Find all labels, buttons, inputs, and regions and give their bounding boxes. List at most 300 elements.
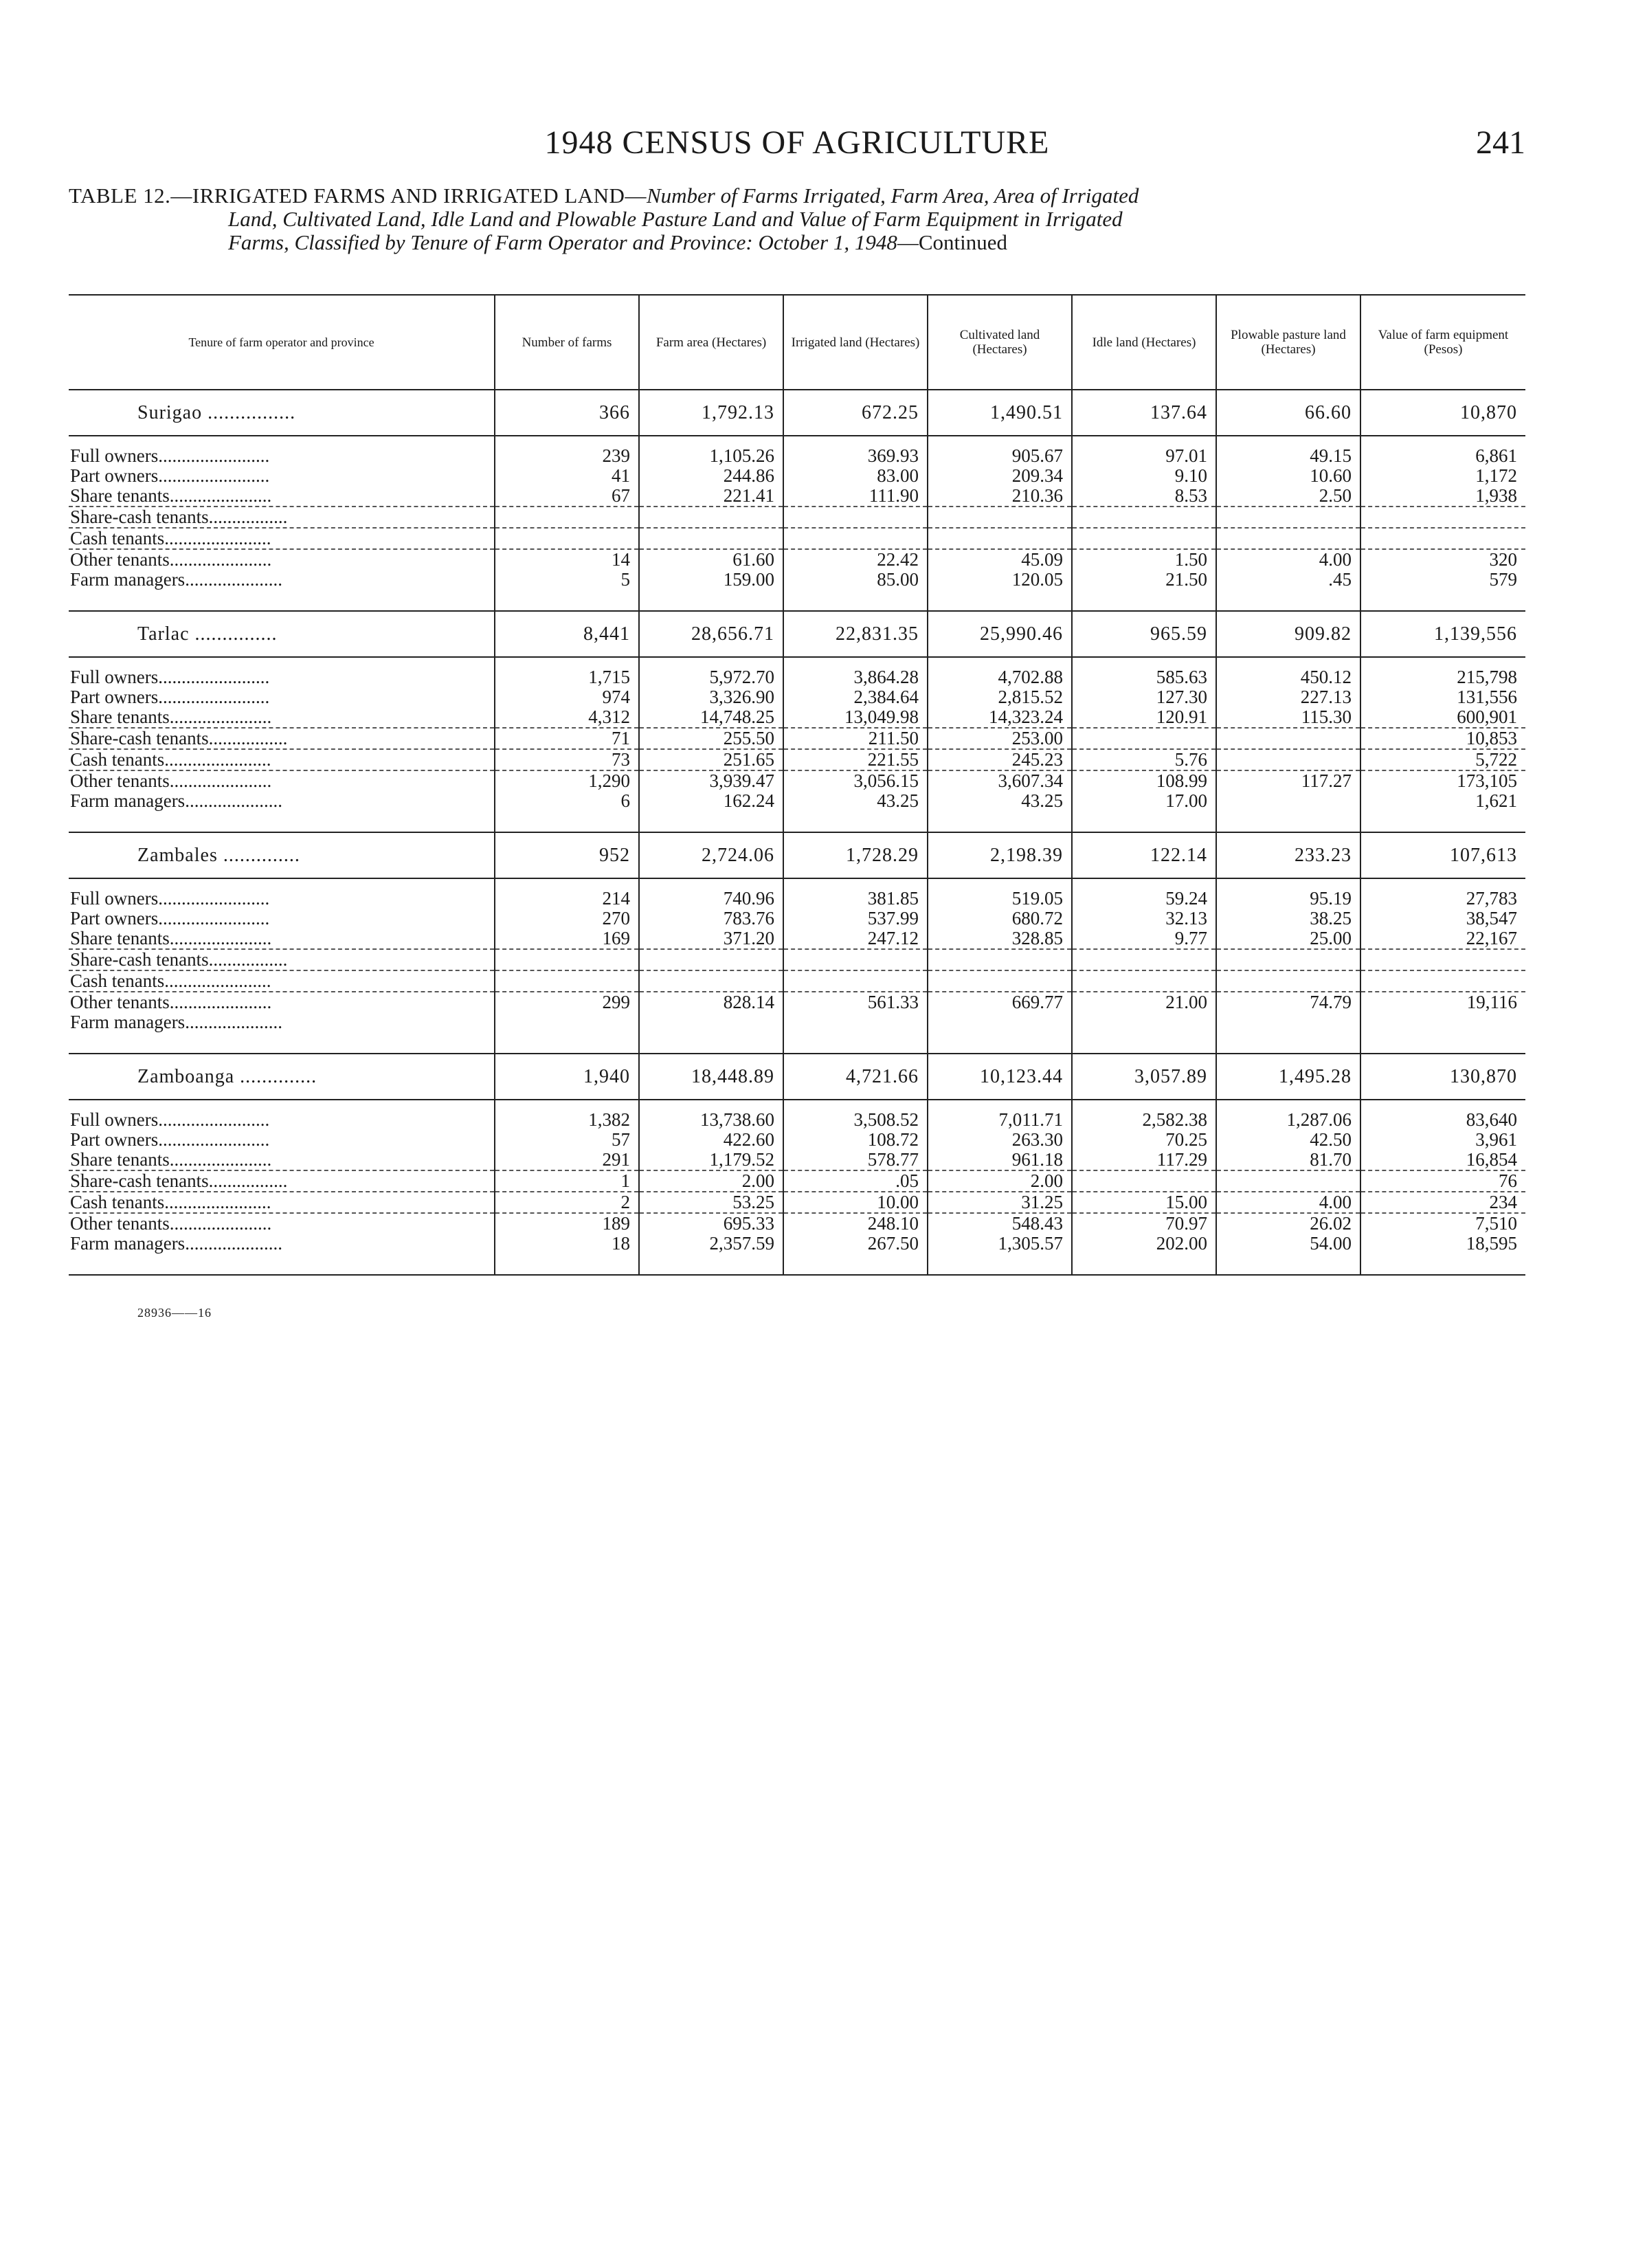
province-total-cell: 28,656.71 (639, 611, 783, 657)
tenure-label-cell (69, 1150, 495, 1170)
leader-dots: ...................... (169, 770, 272, 791)
value-cell (1072, 528, 1216, 549)
spacer-cell (783, 878, 928, 889)
spacer-cell (1072, 657, 1216, 667)
value-cell: 41 (495, 466, 639, 486)
leader-dots: ...................... (169, 707, 272, 727)
value-cell (495, 1012, 639, 1054)
value-cell: 162.24 (639, 791, 783, 832)
value-cell: 59.24 (1072, 889, 1216, 909)
value-cell: 537.99 (783, 909, 928, 929)
value-cell: 450.12 (1216, 667, 1360, 687)
value-cell: 38,547 (1360, 909, 1525, 929)
leader-dots: ...................... (169, 928, 272, 948)
value-cell: 695.33 (639, 1213, 783, 1234)
spacer-cell (495, 436, 639, 446)
value-cell: 43.25 (928, 791, 1072, 832)
value-cell (1360, 528, 1525, 549)
table-row (69, 770, 1525, 791)
leader-dots: ........................ (158, 445, 270, 466)
table-row (69, 687, 1525, 707)
value-cell (495, 949, 639, 970)
value-cell: 14,323.24 (928, 707, 1072, 728)
leader-dots: ....................... (164, 749, 271, 770)
value-cell (1072, 949, 1216, 970)
column-header-farm-area: Farm area (Hectares) (639, 295, 783, 390)
value-cell (928, 970, 1072, 992)
table-row (69, 791, 1525, 832)
value-cell: 3,508.52 (783, 1110, 928, 1130)
column-header-equipment-value: Value of farm equipment (Pesos) (1360, 295, 1525, 390)
spacer-cell (783, 1100, 928, 1110)
value-cell: 81.70 (1216, 1150, 1360, 1170)
province-total-cell: 233.23 (1216, 832, 1360, 878)
leader-dots: ....................... (164, 1192, 271, 1212)
tenure-label-cell (69, 570, 495, 611)
province-total-row (69, 390, 1525, 436)
value-cell: 74.79 (1216, 992, 1360, 1012)
province-total-cell: 3,057.89 (1072, 1054, 1216, 1100)
leader-dots: ................. (208, 507, 288, 527)
value-cell: 740.96 (639, 889, 783, 909)
value-cell: 4.00 (1216, 549, 1360, 570)
tenure-label: Share-cash tenants (70, 728, 209, 748)
table-row (69, 667, 1525, 687)
value-cell: 32.13 (1072, 909, 1216, 929)
value-cell: 10.00 (783, 1192, 928, 1213)
table-row (69, 1192, 1525, 1213)
tenure-label: Part owners (70, 908, 159, 929)
tenure-label-cell (69, 667, 495, 687)
value-cell: 2,815.52 (928, 687, 1072, 707)
value-cell: 974 (495, 687, 639, 707)
province-total-cell: 1,728.29 (783, 832, 928, 878)
value-cell: 3,939.47 (639, 770, 783, 791)
leader-dots: ..................... (185, 1012, 282, 1032)
province-total-cell: 10,870 (1360, 390, 1525, 436)
tenure-label-cell (69, 728, 495, 749)
value-cell: 15.00 (1072, 1192, 1216, 1213)
spacer-cell (783, 436, 928, 446)
table-row (69, 970, 1525, 992)
value-cell: 22.42 (783, 549, 928, 570)
table-row (69, 570, 1525, 611)
value-cell: 2.50 (1216, 486, 1360, 507)
province-total-cell: 909.82 (1216, 611, 1360, 657)
leader-dots: ........................ (158, 908, 270, 929)
tenure-label: Share tenants (70, 928, 170, 948)
value-cell: 961.18 (928, 1150, 1072, 1170)
value-cell: 120.91 (1072, 707, 1216, 728)
value-cell: 600,901 (1360, 707, 1525, 728)
leader-dots: ........................ (158, 1129, 270, 1150)
tenure-label: Other tenants (70, 992, 170, 1012)
province-total-cell: 1,792.13 (639, 390, 783, 436)
value-cell: 43.25 (783, 791, 928, 832)
value-cell (1216, 728, 1360, 749)
table-row (69, 1012, 1525, 1054)
value-cell: 31.25 (928, 1192, 1072, 1213)
spacer-cell (928, 878, 1072, 889)
value-cell: 828.14 (639, 992, 783, 1012)
value-cell: 1.50 (1072, 549, 1216, 570)
spacer-cell (1216, 1100, 1360, 1110)
value-cell: 53.25 (639, 1192, 783, 1213)
province-total-cell: 137.64 (1072, 390, 1216, 436)
value-cell: 14,748.25 (639, 707, 783, 728)
spacer-row (69, 878, 1525, 889)
leader-dots: ................. (208, 949, 288, 970)
value-cell: 131,556 (1360, 687, 1525, 707)
value-cell: 1,938 (1360, 486, 1525, 507)
table-row (69, 549, 1525, 570)
leader-dots: ...................... (169, 485, 272, 506)
table-row (69, 507, 1525, 528)
value-cell: 561.33 (783, 992, 928, 1012)
spacer-cell (928, 436, 1072, 446)
value-cell: 159.00 (639, 570, 783, 611)
value-cell: 578.77 (783, 1150, 928, 1170)
value-cell: 211.50 (783, 728, 928, 749)
value-cell (928, 507, 1072, 528)
value-cell: 127.30 (1072, 687, 1216, 707)
value-cell: 9.77 (1072, 929, 1216, 949)
tenure-label-cell (69, 1012, 495, 1054)
province-total-cell: 1,490.51 (928, 390, 1072, 436)
province-total-cell: 4,721.66 (783, 1054, 928, 1100)
caption-line-1 (69, 184, 1525, 208)
spacer-cell (1360, 1100, 1525, 1110)
value-cell: 57 (495, 1130, 639, 1150)
value-cell (783, 949, 928, 970)
caption-line-2: Land, Cultivated Land, Idle Land and Plowable Pasture Land and Value of Farm Equipment in Irrigated (228, 207, 1123, 231)
value-cell: 54.00 (1216, 1234, 1360, 1275)
tenure-label: Part owners (70, 1129, 159, 1150)
province-total-cell: 10,123.44 (928, 1054, 1072, 1100)
leader-dots: ................ (208, 402, 296, 423)
tenure-label: Full owners (70, 667, 159, 687)
tenure-label-cell (69, 992, 495, 1012)
value-cell (1216, 970, 1360, 992)
value-cell: 17.00 (1072, 791, 1216, 832)
value-cell: 10.60 (1216, 466, 1360, 486)
tenure-label-cell (69, 770, 495, 791)
value-cell: 83.00 (783, 466, 928, 486)
value-cell (928, 949, 1072, 970)
leader-dots: ...................... (169, 992, 272, 1012)
value-cell: 8.53 (1072, 486, 1216, 507)
table-row (69, 749, 1525, 770)
table-row (69, 992, 1525, 1012)
tenure-label-cell (69, 528, 495, 549)
province-name-cell (69, 1054, 495, 1100)
column-header-tenure: Tenure of farm operator and province (69, 295, 495, 390)
spacer-row (69, 1100, 1525, 1110)
column-header-irrigated-land: Irrigated land (Hectares) (783, 295, 928, 390)
value-cell: 328.85 (928, 929, 1072, 949)
leader-dots: ....................... (164, 970, 271, 991)
value-cell (639, 1012, 783, 1054)
value-cell: 381.85 (783, 889, 928, 909)
value-cell: 6 (495, 791, 639, 832)
tenure-label: Cash tenants (70, 970, 165, 991)
value-cell: 169 (495, 929, 639, 949)
province-total-cell: 130,870 (1360, 1054, 1525, 1100)
value-cell: 4,702.88 (928, 667, 1072, 687)
tenure-label: Full owners (70, 1109, 159, 1130)
value-cell: 5.76 (1072, 749, 1216, 770)
value-cell: 25.00 (1216, 929, 1360, 949)
table-row (69, 728, 1525, 749)
value-cell: 97.01 (1072, 446, 1216, 466)
value-cell: 108.99 (1072, 770, 1216, 791)
print-code: 28936——16 (137, 1306, 212, 1320)
leader-dots: ..................... (185, 569, 282, 590)
value-cell: 38.25 (1216, 909, 1360, 929)
value-cell: 251.65 (639, 749, 783, 770)
value-cell: 117.27 (1216, 770, 1360, 791)
province-total-cell: 2,724.06 (639, 832, 783, 878)
tenure-label: Share tenants (70, 707, 170, 727)
province-total-cell: 1,495.28 (1216, 1054, 1360, 1100)
spacer-cell (928, 1100, 1072, 1110)
value-cell: 10,853 (1360, 728, 1525, 749)
spacer-cell (1072, 1100, 1216, 1110)
tenure-label: Share-cash tenants (70, 507, 209, 527)
value-cell: 371.20 (639, 929, 783, 949)
caption-italic-1: Number of Farms Irrigated, Farm Area, Area of Irrigated (646, 184, 1139, 208)
value-cell: 1,715 (495, 667, 639, 687)
province-total-cell: 8,441 (495, 611, 639, 657)
value-cell (1072, 507, 1216, 528)
value-cell: 2 (495, 1192, 639, 1213)
value-cell: 1,621 (1360, 791, 1525, 832)
tenure-label: Farm managers (70, 1233, 186, 1254)
value-cell: 7,011.71 (928, 1110, 1072, 1130)
province-name: Zamboanga (137, 1066, 235, 1087)
page-number: 241 (1476, 124, 1525, 161)
value-cell: 519.05 (928, 889, 1072, 909)
value-cell (1216, 1012, 1360, 1054)
value-cell: 61.60 (639, 549, 783, 570)
tenure-label: Other tenants (70, 770, 170, 791)
value-cell (1072, 1012, 1216, 1054)
spacer-cell (639, 657, 783, 667)
tenure-label-cell (69, 446, 495, 466)
tenure-label-cell (69, 1213, 495, 1234)
province-name-cell (69, 390, 495, 436)
tenure-label: Farm managers (70, 569, 186, 590)
table-row (69, 1110, 1525, 1130)
value-cell: 2.00 (639, 1170, 783, 1192)
value-cell: 5 (495, 570, 639, 611)
value-cell (1216, 791, 1360, 832)
province-total-cell: 18,448.89 (639, 1054, 783, 1100)
table-row (69, 1213, 1525, 1234)
value-cell (1072, 1170, 1216, 1192)
caption-line-3 (69, 231, 1525, 254)
spacer-row (69, 436, 1525, 446)
table-row (69, 446, 1525, 466)
value-cell: 76 (1360, 1170, 1525, 1192)
table-row (69, 486, 1525, 507)
tenure-label-cell (69, 749, 495, 770)
value-cell: 117.29 (1072, 1150, 1216, 1170)
value-cell (639, 507, 783, 528)
value-cell (783, 507, 928, 528)
spacer-cell (1072, 878, 1216, 889)
data-table-container (69, 294, 1525, 1276)
province-name: Surigao (137, 402, 203, 423)
column-header-cultivated-land: Cultivated land (Hectares) (928, 295, 1072, 390)
province-name-cell (69, 832, 495, 878)
value-cell: 70.25 (1072, 1130, 1216, 1150)
tenure-label: Cash tenants (70, 528, 165, 548)
page-title: 1948 CENSUS OF AGRICULTURE (544, 124, 1050, 161)
value-cell: 13,738.60 (639, 1110, 783, 1130)
value-cell: 320 (1360, 549, 1525, 570)
value-cell (639, 949, 783, 970)
value-cell: 2,582.38 (1072, 1110, 1216, 1130)
leader-dots: ...................... (169, 549, 272, 570)
value-cell: 49.15 (1216, 446, 1360, 466)
value-cell: 248.10 (783, 1213, 928, 1234)
value-cell: 45.09 (928, 549, 1072, 570)
value-cell (1072, 970, 1216, 992)
tenure-label-cell (69, 687, 495, 707)
caption-lead: TABLE 12.—IRRIGATED FARMS AND IRRIGATED LAND— (69, 184, 647, 208)
table-header-row (69, 295, 1525, 390)
tenure-label-cell (69, 507, 495, 528)
value-cell (1360, 507, 1525, 528)
value-cell: 209.34 (928, 466, 1072, 486)
leader-dots: .............. (240, 1066, 317, 1087)
leader-dots: ........................ (158, 888, 270, 909)
value-cell (495, 970, 639, 992)
province-total-cell: 66.60 (1216, 390, 1360, 436)
tenure-label-cell (69, 1170, 495, 1192)
leader-dots: ................. (208, 1170, 288, 1191)
leader-dots: ................. (208, 728, 288, 748)
value-cell (1216, 1170, 1360, 1192)
value-cell: 189 (495, 1213, 639, 1234)
value-cell (639, 528, 783, 549)
province-total-row (69, 1054, 1525, 1100)
tenure-label: Part owners (70, 687, 159, 707)
value-cell: 210.36 (928, 486, 1072, 507)
tenure-label: Share-cash tenants (70, 949, 209, 970)
value-cell: 70.97 (1072, 1213, 1216, 1234)
spacer-row (69, 657, 1525, 667)
value-cell: 369.93 (783, 446, 928, 466)
tenure-label: Farm managers (70, 790, 186, 811)
leader-dots: ..................... (185, 1233, 282, 1254)
value-cell: 2.00 (928, 1170, 1072, 1192)
value-cell: 291 (495, 1150, 639, 1170)
table-row (69, 707, 1525, 728)
table-row (69, 1130, 1525, 1150)
value-cell: 579 (1360, 570, 1525, 611)
tenure-label-cell (69, 949, 495, 970)
column-header-idle-land: Idle land (Hectares) (1072, 295, 1216, 390)
table-row (69, 466, 1525, 486)
value-cell: 14 (495, 549, 639, 570)
spacer-cell (495, 1100, 639, 1110)
table-row (69, 1170, 1525, 1192)
value-cell: 234 (1360, 1192, 1525, 1213)
spacer-cell (1360, 657, 1525, 667)
value-cell: 244.86 (639, 466, 783, 486)
tenure-label: Farm managers (70, 1012, 186, 1032)
tenure-label: Other tenants (70, 1213, 170, 1234)
value-cell: 1,172 (1360, 466, 1525, 486)
value-cell: 1,179.52 (639, 1150, 783, 1170)
value-cell: 1,305.57 (928, 1234, 1072, 1275)
tenure-label-cell (69, 929, 495, 949)
value-cell (1360, 949, 1525, 970)
value-cell: 905.67 (928, 446, 1072, 466)
value-cell: 263.30 (928, 1130, 1072, 1150)
tenure-label-cell (69, 889, 495, 909)
value-cell (1360, 970, 1525, 992)
value-cell: 21.50 (1072, 570, 1216, 611)
value-cell: 3,056.15 (783, 770, 928, 791)
value-cell: 255.50 (639, 728, 783, 749)
province-total-cell: 107,613 (1360, 832, 1525, 878)
value-cell: 7,510 (1360, 1213, 1525, 1234)
province-total-cell: 952 (495, 832, 639, 878)
value-cell: 27,783 (1360, 889, 1525, 909)
spacer-cell (1216, 436, 1360, 446)
value-cell (495, 507, 639, 528)
tenure-label: Other tenants (70, 549, 170, 570)
value-cell (1216, 528, 1360, 549)
value-cell (1072, 728, 1216, 749)
tenure-label: Full owners (70, 445, 159, 466)
spacer-cell (69, 436, 495, 446)
tenure-label-cell (69, 1234, 495, 1275)
province-name: Tarlac (137, 623, 190, 645)
province-total-cell: 1,139,556 (1360, 611, 1525, 657)
province-name-cell (69, 611, 495, 657)
leader-dots: ........................ (158, 1109, 270, 1130)
value-cell: 18,595 (1360, 1234, 1525, 1275)
province-total-cell: 1,940 (495, 1054, 639, 1100)
table-row (69, 889, 1525, 909)
spacer-cell (639, 878, 783, 889)
leader-dots: ..................... (185, 790, 282, 811)
tenure-label-cell (69, 1130, 495, 1150)
value-cell: 3,961 (1360, 1130, 1525, 1150)
tenure-label: Cash tenants (70, 749, 165, 770)
value-cell: 422.60 (639, 1130, 783, 1150)
value-cell: 239 (495, 446, 639, 466)
value-cell: 120.05 (928, 570, 1072, 611)
leader-dots: ....................... (164, 528, 271, 548)
province-total-cell: 2,198.39 (928, 832, 1072, 878)
tenure-label-cell (69, 707, 495, 728)
value-cell (1216, 507, 1360, 528)
spacer-cell (1072, 436, 1216, 446)
value-cell: 4.00 (1216, 1192, 1360, 1213)
value-cell (639, 970, 783, 992)
value-cell: 85.00 (783, 570, 928, 611)
tenure-label-cell (69, 549, 495, 570)
value-cell: .05 (783, 1170, 928, 1192)
value-cell: 548.43 (928, 1213, 1072, 1234)
value-cell: 585.63 (1072, 667, 1216, 687)
tenure-label-cell (69, 1110, 495, 1130)
